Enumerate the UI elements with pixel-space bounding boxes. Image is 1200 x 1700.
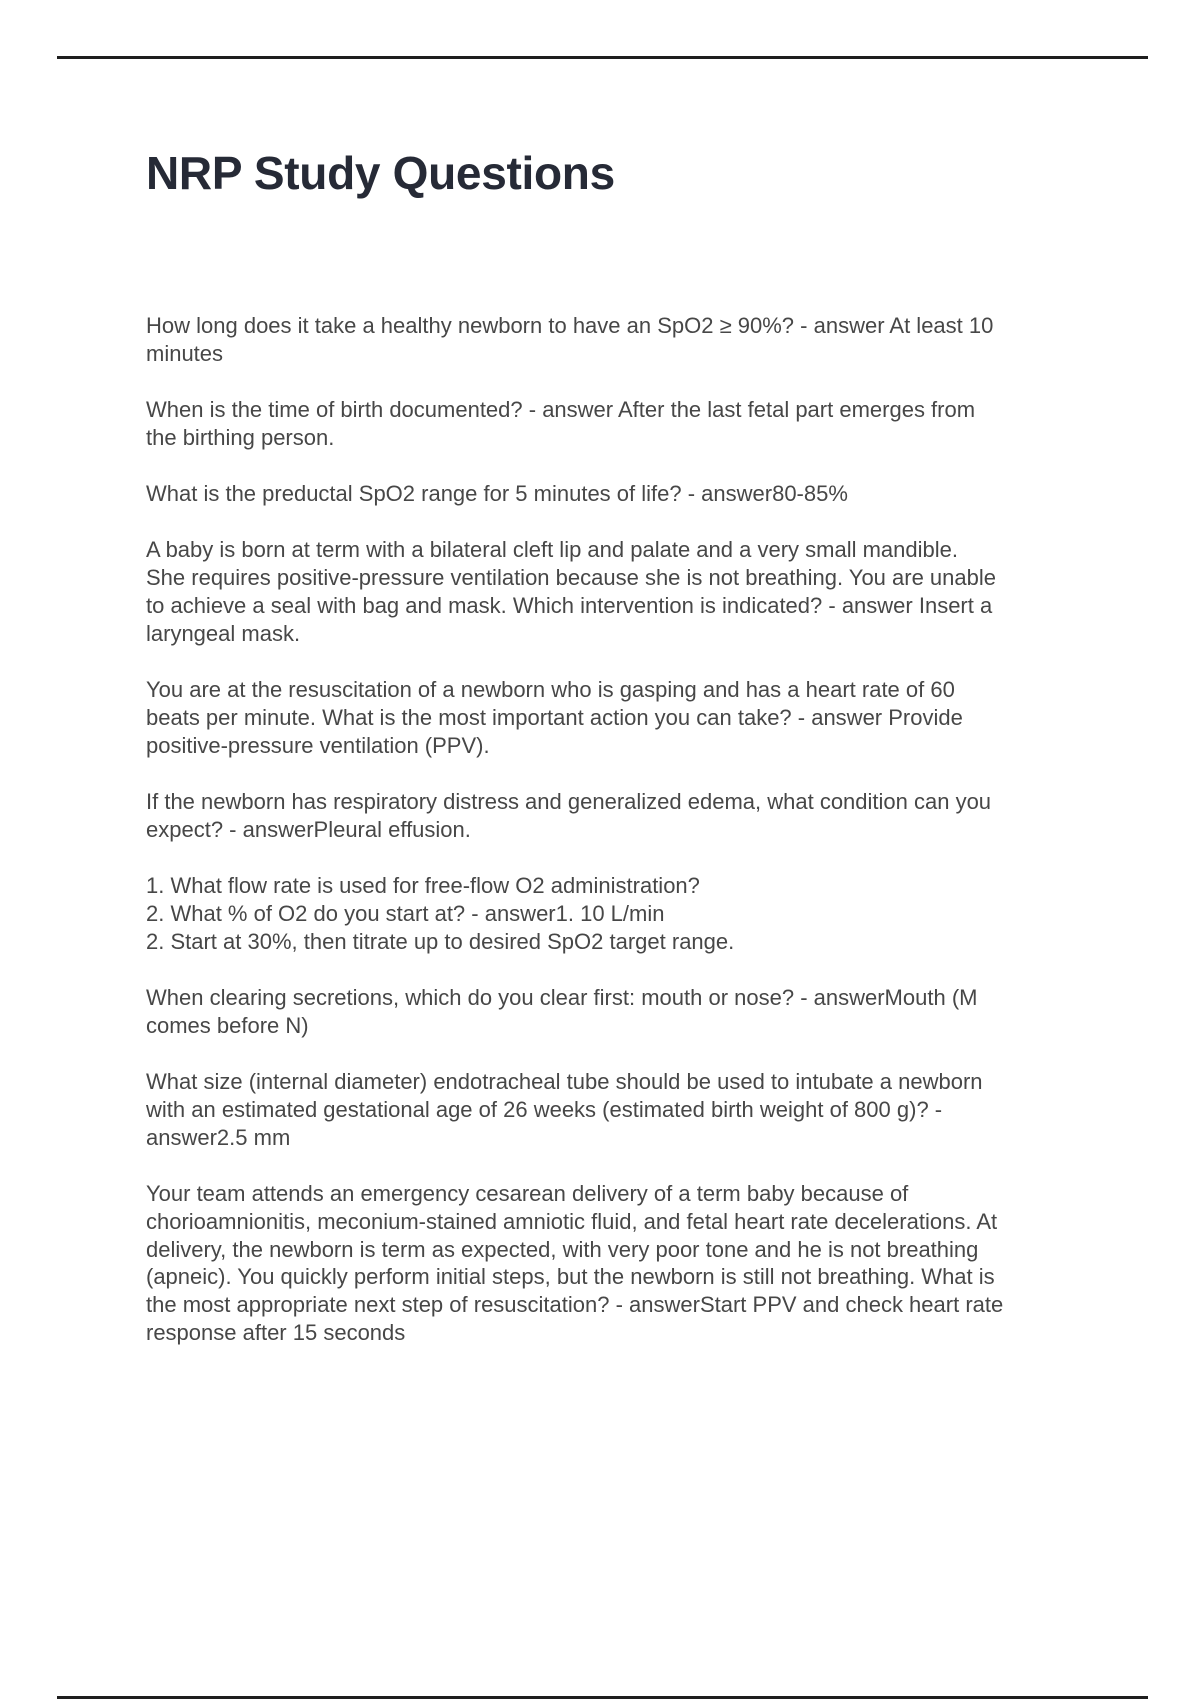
header-rule — [57, 56, 1148, 59]
text-line: chorioamnionitis, meconium-stained amniotic fluid, and fetal heart rate decelerations. At — [146, 1208, 998, 1234]
text-line: the most appropriate next step of resuscitation? - answerStart PPV and check heart rate — [146, 1292, 1004, 1318]
question-list — [146, 312, 1126, 1375]
text-line: expect? - answerPleural effusion. — [146, 816, 471, 842]
question-answer-item — [146, 1180, 1126, 1347]
text-line: You are at the resuscitation of a newborn who is gasping and has a heart rate of 60 — [146, 677, 955, 703]
text-line: She requires positive-pressure ventilation because she is not breathing. You are unable — [146, 565, 996, 591]
text-line: laryngeal mask. — [146, 620, 301, 646]
text-line: If the newborn has respiratory distress and generalized edema, what condition can you — [146, 789, 992, 815]
text-line: When is the time of birth documented? - answer After the last fetal part emerges from — [146, 397, 976, 423]
text-line: delivery, the newborn is term as expected, with very poor tone and he is not breathing — [146, 1236, 979, 1262]
question-answer-item — [146, 396, 1126, 452]
text-line: comes before N) — [146, 1012, 309, 1038]
text-line: 2. Start at 30%, then titrate up to desired SpO2 target range. — [146, 928, 735, 954]
question-answer-item — [146, 872, 1126, 955]
text-line: beats per minute. What is the most important action you can take? - answer Provide — [146, 704, 963, 730]
text-line: 2. What % of O2 do you start at? - answer1. 10 L/min — [146, 900, 665, 926]
question-answer-item — [146, 480, 1126, 508]
question-answer-item — [146, 984, 1126, 1040]
text-line: answer2.5 mm — [146, 1124, 291, 1150]
question-answer-item — [146, 536, 1126, 647]
question-answer-item — [146, 788, 1126, 844]
text-line: What is the preductal SpO2 range for 5 minutes of life? - answer80-85% — [146, 481, 848, 507]
text-line: with an estimated gestational age of 26 weeks (estimated birth weight of 800 g)? - — [146, 1096, 943, 1122]
question-answer-item — [146, 1068, 1126, 1151]
text-line: minutes — [146, 340, 224, 366]
text-line: How long does it take a healthy newborn to have an SpO2 ≥ 90%? - answer At least 10 — [146, 313, 994, 338]
text-line: Your team attends an emergency cesarean delivery of a term baby because of — [146, 1181, 909, 1207]
text-line: What size (internal diameter) endotracheal tube should be used to intubate a newborn — [146, 1069, 983, 1095]
text-line: to achieve a seal with bag and mask. Which intervention is indicated? - answer Insert a — [146, 593, 993, 619]
text-line: (apneic). You quickly perform initial steps, but the newborn is still not breathing. What is — [146, 1264, 995, 1290]
text-line: When clearing secretions, which do you clear first: mouth or nose? - answerMouth (M — [146, 985, 978, 1011]
text-line: response after 15 seconds — [146, 1320, 406, 1346]
text-line: positive-pressure ventilation (PPV). — [146, 732, 490, 758]
footer-rule — [57, 1696, 1148, 1699]
question-answer-item — [146, 312, 1126, 368]
text-line: the birthing person. — [146, 424, 335, 450]
text-line: A baby is born at term with a bilateral cleft lip and palate and a very small mandible. — [146, 537, 958, 563]
question-answer-item — [146, 676, 1126, 759]
text-line: 1. What flow rate is used for free-flow O2 administration? — [146, 873, 700, 899]
page-title: NRP Study Questions — [146, 147, 615, 199]
